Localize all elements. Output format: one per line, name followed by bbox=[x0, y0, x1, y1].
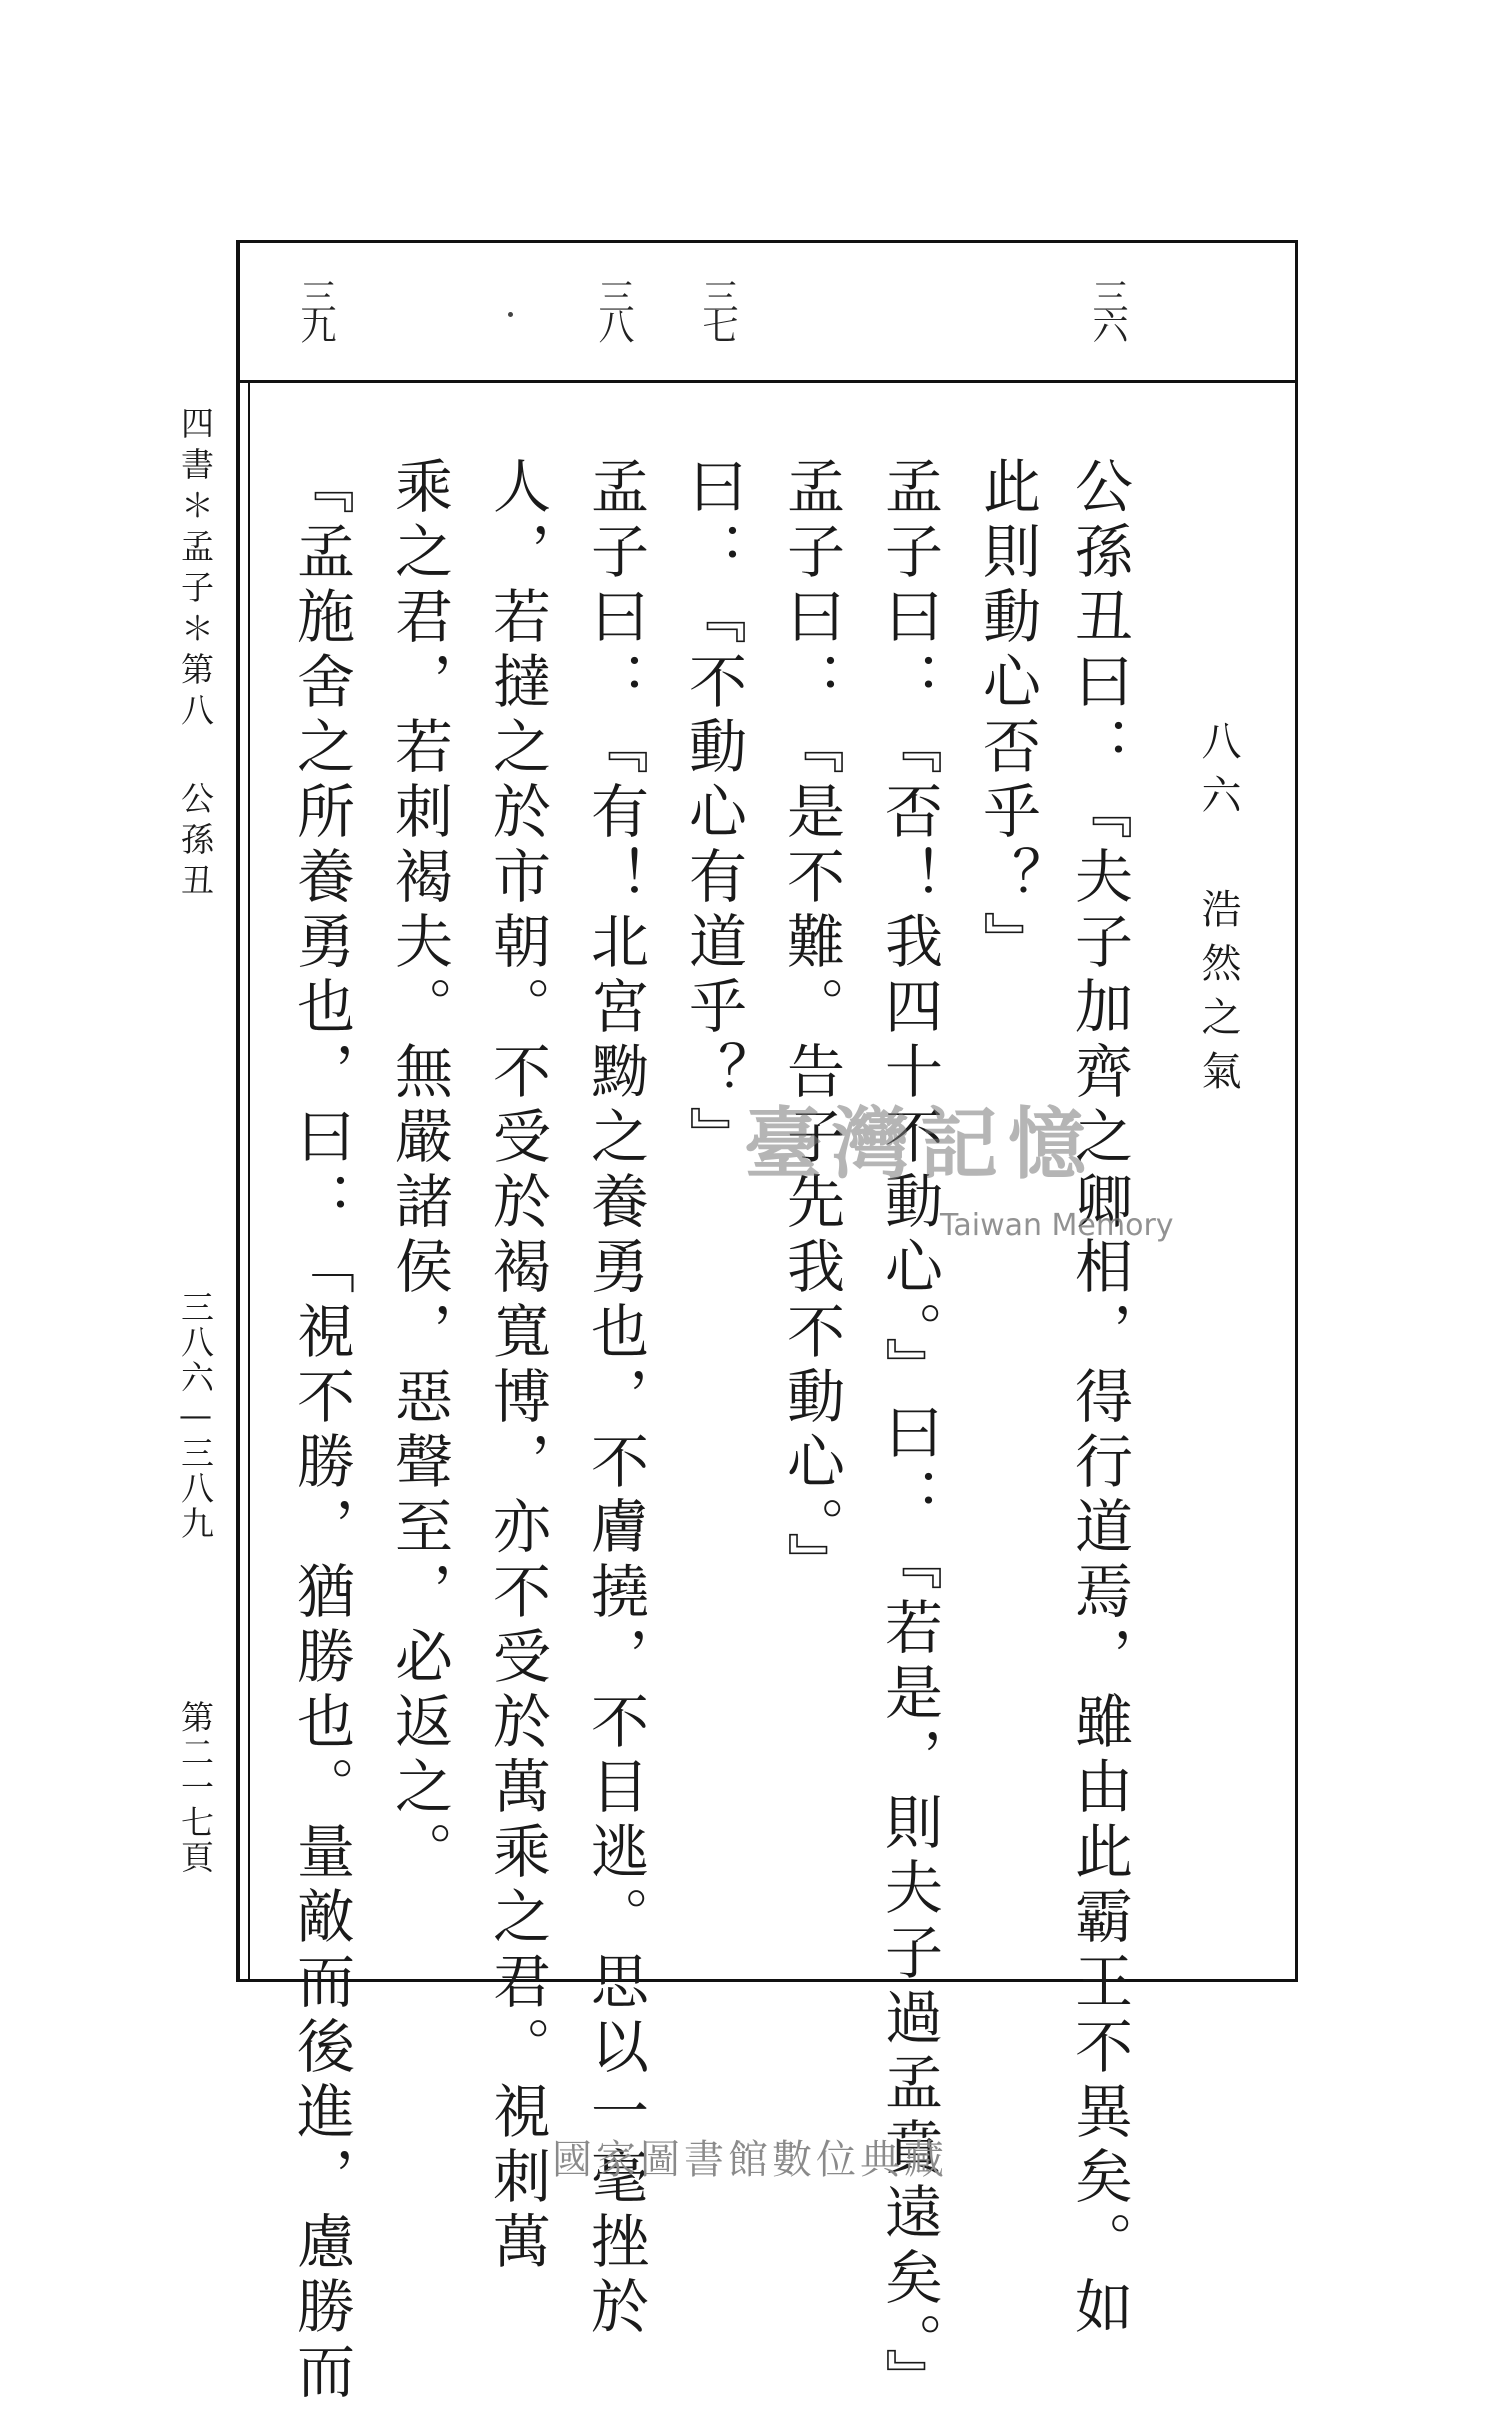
line-number-37: 三七 bbox=[697, 278, 738, 338]
header-rule bbox=[236, 380, 1298, 383]
margin-page-range: 三八六—三八九 bbox=[176, 1290, 215, 1541]
line-number-36: 三六 bbox=[1087, 278, 1128, 338]
watermark-logo: 臺灣記憶 bbox=[744, 1100, 1097, 1190]
line-number-39: 三九 bbox=[295, 278, 336, 338]
footer-source: 國家圖書館數位典藏 bbox=[552, 2137, 948, 2183]
text-column-8: 乘之君，若刺褐夫。無嚴諸侯，惡聲至，必返之。 bbox=[385, 456, 453, 1886]
text-column-2: 此則動心否乎？』 bbox=[973, 456, 1041, 976]
line-number-38: 三八 bbox=[593, 278, 634, 338]
text-column-1: 公孫丑曰：『夫子加齊之卿相，得行道焉，雖由此霸王不異矣。如 bbox=[1065, 456, 1133, 2341]
text-column-3: 孟子曰：『否！我四十不動心。』曰：『若是，則夫子過孟賁遠矣。』 bbox=[875, 456, 943, 2413]
text-column-6: 孟子曰：『有！北宮黝之養勇也，不膚撓，不目逃。思以一毫挫於 bbox=[581, 456, 649, 2341]
text-column-7: 人，若撻之於市朝。不受於褐寬博，亦不受於萬乘之君。視刺萬 bbox=[483, 456, 551, 2276]
margin-leaf-number: 第二一七頁 bbox=[176, 1700, 215, 1875]
text-column-9: 『孟施舍之所養勇也，曰：「視不勝，猶勝也。量敵而後進，慮勝而 bbox=[287, 456, 355, 2406]
text-column-5: 曰：『不動心有道乎？』 bbox=[679, 456, 747, 1171]
text-column-4: 孟子曰：『是不難。告子先我不動心。』 bbox=[777, 456, 845, 1597]
margin-running-head: 四書＊孟子＊第八 公孫丑 bbox=[176, 406, 215, 904]
inner-left-rule bbox=[248, 380, 250, 1980]
header-dot-mark bbox=[508, 312, 513, 317]
chapter-title: 八六 浩然之氣 bbox=[1195, 720, 1241, 1104]
watermark-english: Taiwan Memory bbox=[940, 1208, 1174, 1243]
